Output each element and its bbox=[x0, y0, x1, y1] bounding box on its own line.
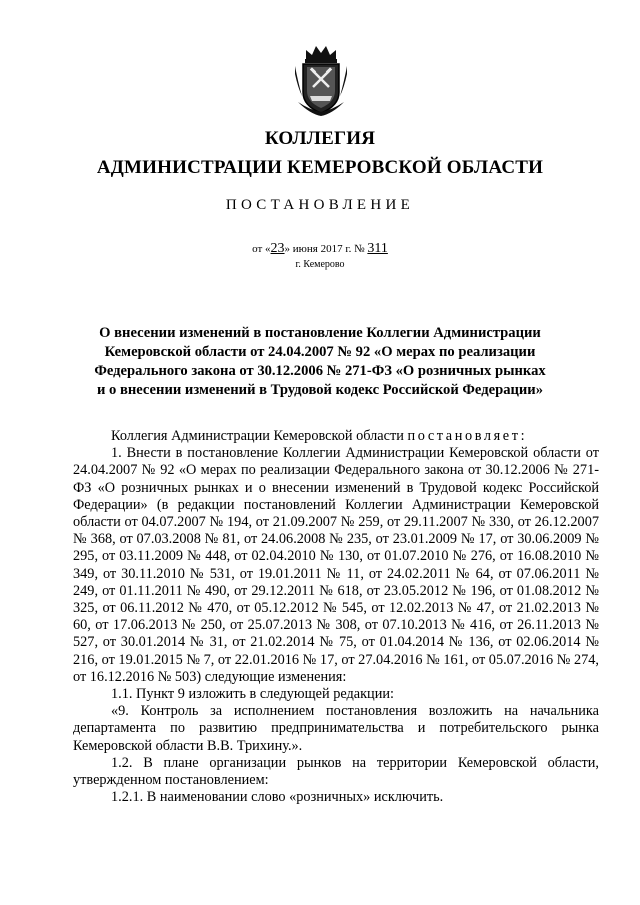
document-body bbox=[73, 428, 599, 806]
city-label: г. Кемерово bbox=[295, 259, 345, 270]
date-day: 23 bbox=[270, 241, 285, 256]
paragraph-1-2-1: 1.2.1. В наименовании слово «розничных» исключить. bbox=[111, 789, 444, 806]
date-number-line bbox=[0, 241, 640, 257]
org-name-line2: АДМИНИСТРАЦИИ КЕМЕРОВСКОЙ ОБЛАСТИ bbox=[96, 157, 544, 178]
paragraph-1-2: 1.2. В плане организации рынков на территории Кемеровской области, утвержденном постановлением: bbox=[73, 754, 599, 789]
date-prefix: от « bbox=[252, 243, 271, 255]
org-name-line1: КОЛЛЕГИЯ bbox=[264, 128, 376, 149]
title-line: О внесении изменений в постановление Коллегии Администрации bbox=[99, 325, 541, 341]
coat-of-arms-icon bbox=[292, 44, 350, 117]
title-line: Кемеровской области от 24.04.2007 № 92 «О мерах по реализации bbox=[104, 344, 536, 360]
paragraph-1-1: 1.1. Пункт 9 изложить в следующей редакции: bbox=[111, 686, 394, 703]
document-title bbox=[90, 324, 550, 400]
title-line: и о внесении изменений в Трудовой кодекс Российской Федерации» bbox=[96, 382, 544, 398]
intro-paragraph bbox=[73, 428, 599, 445]
date-month-year: » июня 2017 г. № bbox=[284, 243, 365, 255]
intro-resolves: постановляет: bbox=[407, 428, 528, 444]
document-number: 311 bbox=[367, 241, 388, 256]
paragraph-1: 1. Внести в постановление Коллегии Администрации Кемеровской области от 24.04.2007 № 92 «О мерах по реализации Федерального закона от 30.12.2006 № 271-ФЗ «О розничных рынках и о внесении изменений в Трудовой кодекс Российской Федерации» (в редакции постановлений Коллегии Администрации Кемеровской области от 04.07.2007 № 194, от 21.09.2007 № 259, от 29.11.2007 № 330, от 26.12.2007 № 368, от 07.03.2008 № 81, от 24.06.2008 № 235, от 23.01.2009 № 17, от 30.06.2009 № 295, от 03.11.2009 № 448, от 02.04.2010 № 130, от 01.07.2010 № 276, от 16.08.2010 № 349, от 30.11.2010 № 531, от 19.01.2011 № 11, от 24.02.2011 № 64, от 07.06.2011 № 249, от 01.11.2011 № 490, от 29.12.2011 № 618, от 23.05.2012 № 196, от 01.08.2012 № 325, от 06.11.2012 № 470, от 05.12.2012 № 545, от 12.02.2013 № 47, от 21.02.2013 № 60, от 17.06.2013 № 250, от 25.07.2013 № 308, от 07.10.2013 № 416, от 26.11.2013 № 527, от 30.01.2014 № 31, от 21.02.2014 № 75, от 01.04.2014 № 136, от 02.06.2014 № 216, от 19.01.2015 № 7, от 22.01.2016 № 17, от 27.04.2016 № 161, от 05.07.2016 № 274, от 16.12.2016 № 503) следующие изменения: bbox=[73, 445, 599, 685]
document-type: ПОСТАНОВЛЕНИЕ bbox=[225, 197, 415, 213]
title-line: Федерального закона от 30.12.2006 № 271-ФЗ «О розничных рынках bbox=[94, 363, 546, 379]
intro-text: Коллегия Администрации Кемеровской области bbox=[111, 428, 404, 444]
paragraph-quote: «9. Контроль за исполнением постановления возложить на начальника департамента по развитию предпринимательства и потребительского рынка Кемеровской области В.В. Трихину.». bbox=[73, 703, 599, 754]
